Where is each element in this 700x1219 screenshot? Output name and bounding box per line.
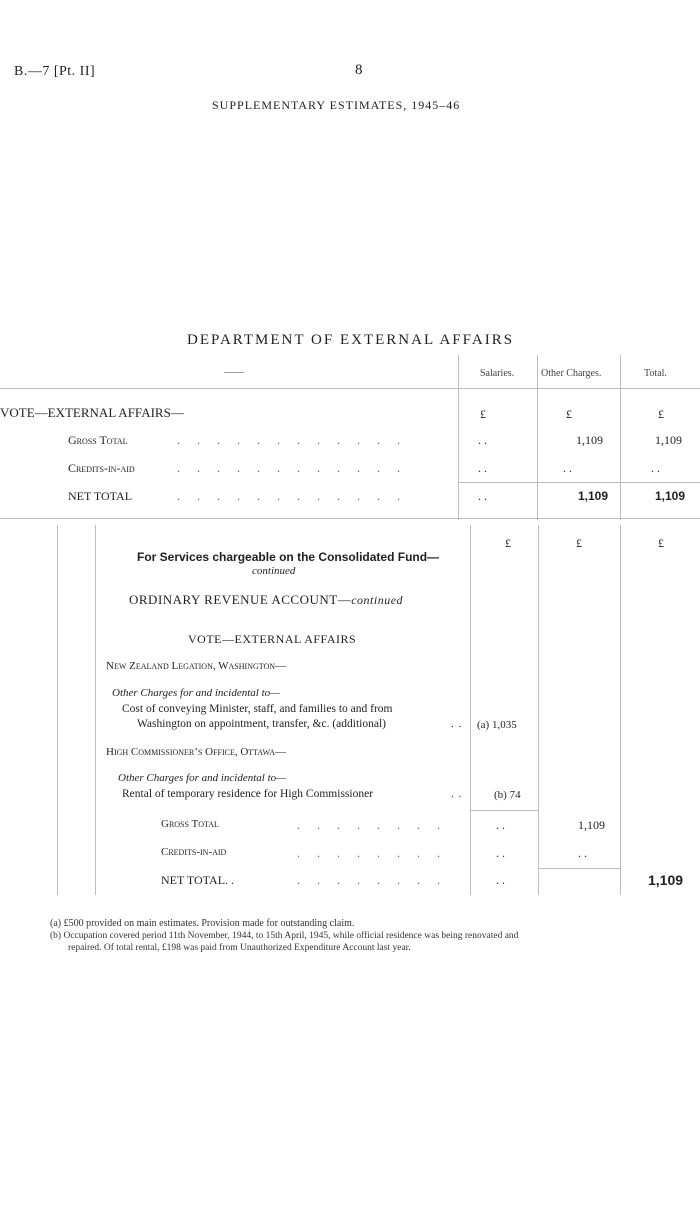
detail-rule-3 <box>620 525 621 895</box>
page-reference: B.—7 [Pt. II] <box>14 64 96 79</box>
detail-credits-label: Credits-in-aid <box>161 846 227 858</box>
net-total-leaders: . . . . . . . . . . . . <box>177 489 407 503</box>
legation-sub: Other Charges for and incidental to— <box>112 687 280 699</box>
detail-gross-other: 1,109 <box>578 818 605 832</box>
ottawa-leader: . . <box>451 788 463 800</box>
legation-item-line-2: Washington on appointment, transfer, &c. (additional) <box>137 718 386 730</box>
detail-rule-inner <box>95 525 96 895</box>
detail-net-rule <box>538 868 620 869</box>
column-total: Total. <box>644 368 667 379</box>
footnote-b-line-2: repaired. Of total rental, £198 was paid from Unauthorized Expenditure Account last year. <box>68 943 411 953</box>
detail-credits-other: . . <box>578 846 587 860</box>
legation-leader: . . <box>451 718 463 730</box>
legation-heading: New Zealand Legation, Washington— <box>106 660 287 672</box>
detail-credits-leaders: . . . . . . . . <box>297 846 447 860</box>
ottawa-item: Rental of temporary residence for High Commissioner <box>122 788 374 800</box>
detail-gross-salaries: . . <box>496 818 505 832</box>
column-salaries: Salaries. <box>480 368 515 379</box>
detail-currency-salaries: £ <box>505 536 511 550</box>
net-total-label: NET TOTAL <box>68 489 133 503</box>
running-title: SUPPLEMENTARY ESTIMATES, 1945–46 <box>212 98 461 112</box>
department-heading: DEPARTMENT OF EXTERNAL AFFAIRS <box>187 332 515 348</box>
detail-gross-label: Gross Total <box>161 818 219 830</box>
column-rule-3 <box>620 355 621 520</box>
account-heading-text: ORDINARY REVENUE ACCOUNT— <box>129 592 352 607</box>
page-number: 8 <box>355 62 363 78</box>
credits-label: Credits-in-aid <box>68 461 135 475</box>
detail-currency-total: £ <box>658 536 664 550</box>
detail-gross-leaders: . . . . . . . . <box>297 818 447 832</box>
detail-sum-rule <box>470 810 538 811</box>
currency-other: £ <box>566 407 572 421</box>
gross-total-leaders: . . . . . . . . . . . . <box>177 433 407 447</box>
footnote-a: (a) £500 provided on main estimates. Provision made for outstanding claim. <box>50 918 355 929</box>
gross-total-salaries: . . <box>478 433 487 447</box>
detail-currency-other: £ <box>576 536 582 550</box>
vote-title: VOTE—EXTERNAL AFFAIRS— <box>0 405 184 420</box>
column-other-charges: Other Charges. <box>541 368 602 379</box>
credits-total: . . <box>651 461 660 475</box>
credits-leaders: . . . . . . . . . . . . <box>177 461 407 475</box>
ottawa-sub: Other Charges for and incidental to— <box>118 772 286 784</box>
credits-salaries: . . <box>478 461 487 475</box>
summary-bottom-rule <box>0 518 700 519</box>
fund-heading: For Services chargeable on the Consolidated Fund— <box>137 550 440 564</box>
net-total-salaries: . . <box>478 489 487 503</box>
detail-net-salaries: . . <box>496 873 505 887</box>
fund-continued: continued <box>252 565 296 577</box>
header-rule <box>0 388 700 389</box>
net-rule <box>458 482 700 483</box>
detail-vote-heading: VOTE—EXTERNAL AFFAIRS <box>188 632 357 646</box>
account-continued: continued <box>351 593 404 607</box>
gross-total-total: 1,109 <box>655 433 682 447</box>
detail-net-total: 1,109 <box>648 872 684 888</box>
account-heading <box>129 592 403 608</box>
gross-total-other: 1,109 <box>576 433 603 447</box>
legation-value: (a) 1,035 <box>477 719 517 731</box>
credits-other: . . <box>563 461 572 475</box>
ottawa-value: (b) 74 <box>494 789 521 801</box>
detail-rule-1 <box>470 525 471 895</box>
detail-net-leaders: . . . . . . . . <box>297 873 447 887</box>
ottawa-heading: High Commissioner’s Office, Ottawa— <box>106 746 287 758</box>
currency-salaries: £ <box>480 407 486 421</box>
detail-rule-left <box>57 525 58 895</box>
gross-total-label: Gross Total <box>68 433 128 447</box>
detail-net-label: NET TOTAL. . <box>161 873 235 887</box>
column-rule-1 <box>458 355 459 520</box>
column-dash: —— <box>224 367 244 378</box>
net-total-total: 1,109 <box>655 489 686 503</box>
net-total-other: 1,109 <box>578 489 609 503</box>
detail-credits-salaries: . . <box>496 846 505 860</box>
detail-rule-2 <box>538 525 539 895</box>
column-rule-2 <box>537 355 538 520</box>
currency-total: £ <box>658 407 664 421</box>
legation-item-line-1: Cost of conveying Minister, staff, and families to and from <box>122 703 393 715</box>
footnote-b-line-1: (b) Occupation covered period 11th November, 1944, to 15th April, 1945, while official residence was being renovated and <box>50 931 519 941</box>
